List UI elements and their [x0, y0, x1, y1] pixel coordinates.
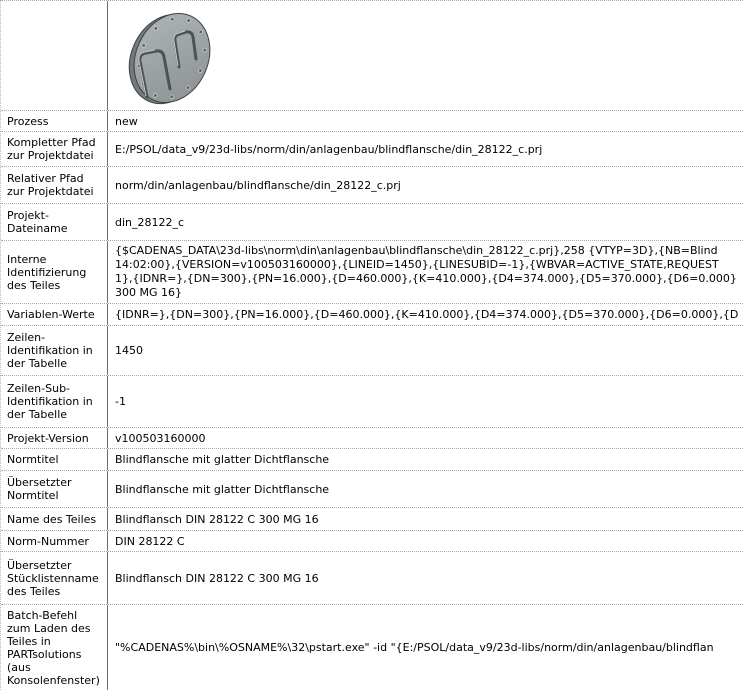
label-text: Variablen-Werte: [7, 308, 95, 321]
label-text: Übersetzter Normtitel: [7, 476, 72, 502]
value-multiline: [115, 244, 737, 300]
value-text: new: [115, 114, 138, 128]
row-value-preview: [108, 1, 743, 110]
row-label: [1, 167, 108, 203]
table-row-variablen-werte: [1, 303, 743, 325]
label-text: Batch-Befehl zum Laden des Teiles in PARTsolutions (aus Konsolenfenster): [7, 608, 100, 687]
row-value: [108, 428, 743, 448]
row-value: [108, 449, 743, 470]
row-label: [1, 449, 108, 470]
value-text: {IDNR=},{DN=300},{PN=16.000},{D=460.000},{K=410.000},{D4=374.000},{D5=370.000},{D6=0.000},{D: [115, 308, 739, 321]
label-text: Relativer Pfad zur Projektdatei: [7, 172, 94, 198]
label-text: Projekt-Version: [7, 431, 89, 445]
row-label: [1, 508, 108, 530]
row-value: [108, 132, 743, 166]
label-text: Norm-Nummer: [7, 534, 89, 548]
table-row-norm-nummer: [1, 530, 743, 551]
table-row-preview: [1, 0, 743, 110]
value-text: 1450: [115, 344, 143, 357]
table-row-projekt-version: [1, 427, 743, 448]
table-row-batch-befehl: [1, 604, 743, 690]
row-label-empty: [1, 1, 108, 110]
value-text: E:/PSOL/data_v9/23d-libs/norm/din/anlagenbau/blindflansche/din_28122_c.prj: [115, 142, 543, 156]
value-line: 300 MG 16}: [115, 286, 182, 299]
row-label: [1, 326, 108, 375]
row-value: [108, 605, 743, 690]
value-text: Blindflansch DIN 28122 C 300 MG 16: [115, 512, 319, 526]
row-label: [1, 471, 108, 507]
value-text: "%CADENAS%\bin\%OSNAME%\32\pstart.exe" -id "{E:/PSOL/data_v9/23d-libs/norm/din/anlagenbau/blindflan: [115, 641, 714, 654]
table-row-projekt-dateiname: [1, 203, 743, 240]
row-label: [1, 552, 108, 604]
value-text: -1: [115, 395, 126, 408]
value-text: Blindflansch DIN 28122 C 300 MG 16: [115, 571, 319, 585]
label-text: Name des Teiles: [7, 512, 97, 526]
row-label: [1, 531, 108, 551]
value-text: Blindflansche mit glatter Dichtflansche: [115, 482, 330, 496]
row-value: [108, 326, 743, 375]
label-text: Interne Identifizierung des Teiles: [7, 252, 87, 292]
table-row-normtitel: [1, 448, 743, 470]
table-row-interne-identifizierung: [1, 240, 743, 303]
value-text: din_28122_c: [115, 215, 185, 229]
table-row-kompletter-pfad: [1, 131, 743, 166]
row-label: [1, 304, 108, 325]
value-text: v100503160000: [115, 431, 206, 445]
row-value: [108, 304, 743, 325]
row-value: [108, 376, 743, 427]
row-value: [108, 508, 743, 530]
label-text: Kompletter Pfad zur Projektdatei: [7, 136, 96, 162]
row-value: [108, 167, 743, 203]
row-label: [1, 241, 108, 303]
label-text: Zeilen-Sub-Identifikation in der Tabelle: [7, 382, 93, 421]
part-preview-image: [122, 7, 218, 109]
value-line: {$CADENAS_DATA\23d-libs\norm\din\anlagenbau\blindflansche\din_28122_c.prj},258 {VTYP=3D},{NB=Blind: [115, 244, 718, 257]
table-row-prozess: [1, 110, 743, 131]
label-text: Projekt-Dateiname: [7, 209, 68, 235]
value-text: DIN 28122 C: [115, 534, 185, 548]
row-value: [108, 531, 743, 551]
label-text: Zeilen-Identifikation in der Tabelle: [7, 331, 93, 370]
row-value: [108, 552, 743, 604]
value-line: 1},{IDNR=},{DN=300},{PN=16.000},{D=460.000},{K=410.000},{D4=374.000},{D5=370.000},{D6=0.000}: [115, 272, 737, 285]
row-label: [1, 132, 108, 166]
row-label: [1, 204, 108, 240]
value-text: norm/din/anlagenbau/blindflansche/din_28122_c.prj: [115, 178, 401, 192]
label-text: Normtitel: [7, 453, 59, 466]
value-line: 14:02:00},{VERSION=v100503160000},{LINEID=1450},{LINESUBID=-1},{WBVAR=ACTIVE_STATE,REQUEST: [115, 258, 719, 271]
row-value: [108, 241, 743, 303]
table-row-name-des-teiles: [1, 507, 743, 530]
label-text: Prozess: [7, 114, 49, 128]
label-text: Übersetzter Stücklistenname des Teiles: [7, 558, 99, 598]
row-value: [108, 111, 743, 131]
table-row-relativer-pfad: [1, 166, 743, 203]
row-value: [108, 471, 743, 507]
value-text: Blindflansche mit glatter Dichtflansche: [115, 453, 330, 466]
row-label: [1, 111, 108, 131]
table-row-uebersetzter-normtitel: [1, 470, 743, 507]
table-row-uebersetzter-stuecklistenname: [1, 551, 743, 604]
table-row-zeilen-sub-identifikation: [1, 375, 743, 427]
table-row-zeilen-identifikation: [1, 325, 743, 375]
row-label: [1, 376, 108, 427]
row-label: [1, 605, 108, 690]
row-label: [1, 428, 108, 448]
row-value: [108, 204, 743, 240]
